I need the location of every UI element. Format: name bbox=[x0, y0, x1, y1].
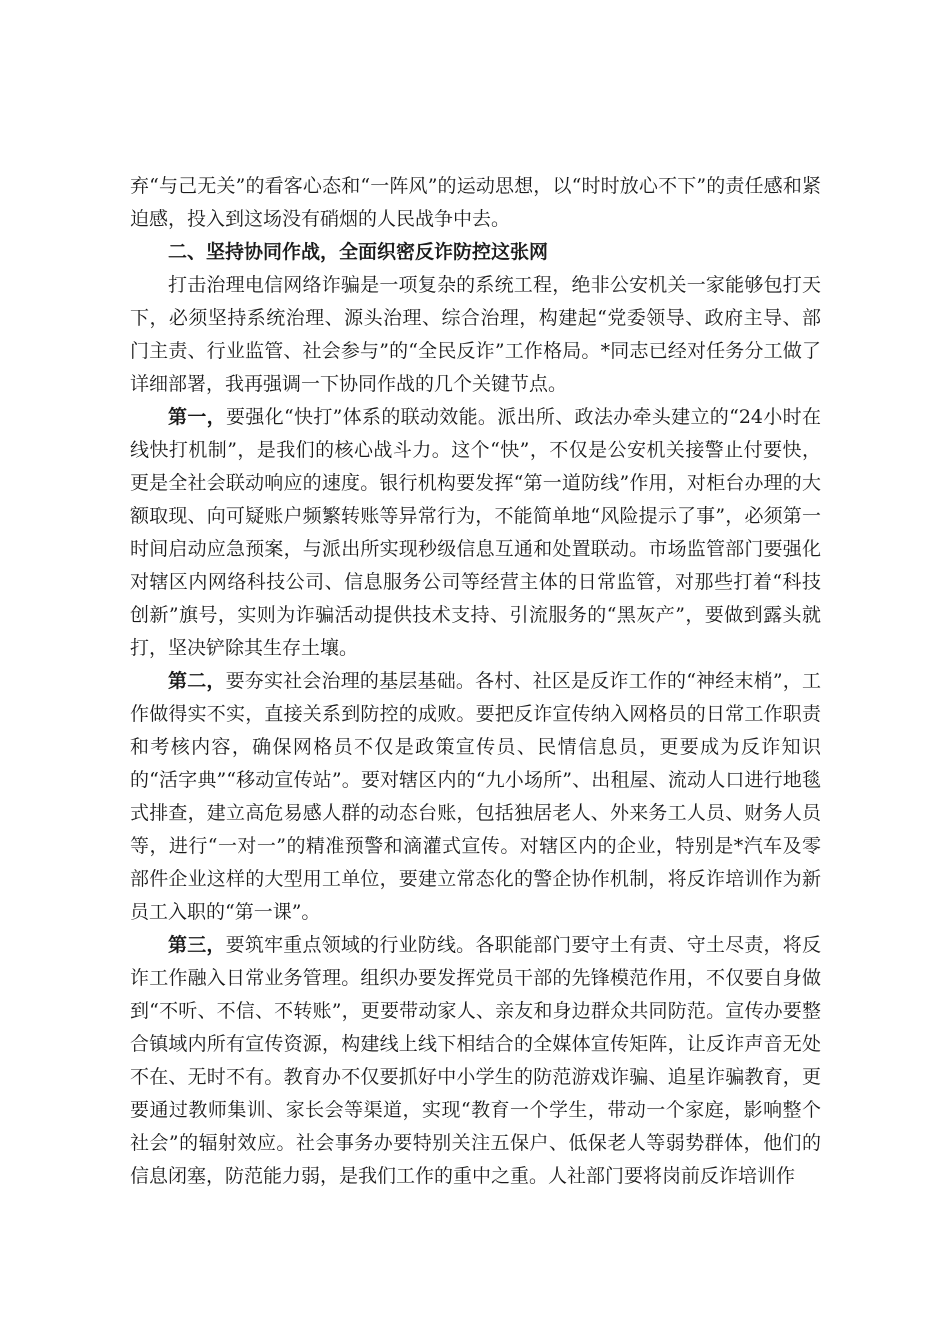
point-lead: 第二， bbox=[168, 670, 226, 692]
paragraph-continuation bbox=[130, 170, 821, 236]
paragraph-point-3 bbox=[130, 929, 821, 1193]
paragraph-intro bbox=[130, 269, 821, 401]
section-heading bbox=[130, 236, 821, 269]
paragraph-text: 打击治理电信网络诈骗是一项复杂的系统工程，绝非公安机关一家能够包打天下，必须坚持系统治理、源头治理、综合治理，构建起“党委领导、政府主导、部门主责、行业监管、社会参与”的“全民反诈”工作格局。*同志已经对任务分工做了详细部署，我再强调一下协同作战的几个关键节点。 bbox=[130, 274, 821, 395]
paragraph-text: 要强化“快打”体系的联动效能。派出所、政法办牵头建立的“24小时在线快打机制”，是我们的核心战斗力。这个“快”，不仅是公安机关接警止付要快，更是全社会联动响应的速度。银行机构要发挥“第一道防线”作用，对柜台办理的大额取现、向可疑账户频繁转账等异常行为，不能简单地“风险提示了事”，必须第一时间启动应急预案，与派出所实现秒级信息互通和处置联动。市场监管部门要强化对辖区内网络科技公司、信息服务公司等经营主体的日常监管，对那些打着“科技创新”旗号，实则为诈骗活动提供技术支持、引流服务的“黑灰产”，要做到露头就打，坚决铲除其生存土壤。 bbox=[130, 406, 821, 659]
section-heading-text: 二、坚持协同作战，全面织密反诈防控这张网 bbox=[168, 241, 549, 263]
paragraph-text: 要夯实社会治理的基层基础。各村、社区是反诈工作的“神经末梢”，工作做得实不实，直接关系到防控的成败。要把反诈宣传纳入网格员的日常工作职责和考核内容，确保网格员不仅是政策宣传员、民情信息员，更要成为反诈知识的“活字典”“移动宣传站”。要对辖区内的“九小场所”、出租屋、流动人口进行地毯式排查，建立高危易感人群的动态台账，包括独居老人、外来务工人员、财务人员等，进行“一对一”的精准预警和滴灌式宣传。对辖区内的企业，特别是*汽车及零部件企业这样的大型用工单位，要建立常态化的警企协作机制，将反诈培训作为新员工入职的“第一课”。 bbox=[130, 670, 821, 923]
document-body bbox=[130, 170, 821, 1193]
point-lead: 第三， bbox=[168, 934, 226, 956]
paragraph-text: 弃“与己无关”的看客心态和“一阵风”的运动思想，以“时时放心不下”的责任感和紧迫感，投入到这场没有硝烟的人民战争中去。 bbox=[130, 175, 821, 230]
paragraph-point-1 bbox=[130, 401, 821, 665]
paragraph-text: 要筑牢重点领域的行业防线。各职能部门要守土有责、守土尽责，将反诈工作融入日常业务管理。组织办要发挥党员干部的先锋模范作用，不仅要自身做到“不听、不信、不转账”，更要带动家人、亲友和身边群众共同防范。宣传办要整合镇域内所有宣传资源，构建线上线下相结合的全媒体宣传矩阵，让反诈声音无处不在、无时不有。教育办不仅要抓好中小学生的防范游戏诈骗、追星诈骗教育，更要通过教师集训、家长会等渠道，实现“教育一个学生，带动一个家庭，影响整个社会”的辐射效应。社会事务办要特别关注五保户、低保老人等弱势群体，他们的信息闭塞，防范能力弱，是我们工作的重中之重。人社部门要将岗前反诈培训作 bbox=[130, 934, 821, 1187]
point-lead: 第一， bbox=[168, 406, 226, 428]
paragraph-point-2 bbox=[130, 665, 821, 929]
